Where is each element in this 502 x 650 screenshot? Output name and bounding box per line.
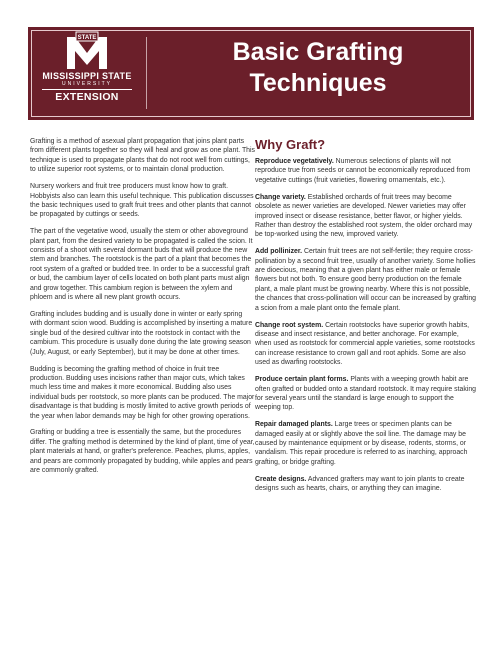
logo-divider	[42, 89, 132, 90]
reason-text: Numerous selections of plants will not reproduce true from seeds or cannot be economically reproduced from vegetative cuttings (fruit varieties, flowering ornamentals, etc.).	[255, 158, 471, 184]
university-subtitle: UNIVERSITY	[61, 81, 112, 87]
section-heading: Why Graft?	[255, 137, 326, 152]
reason-text: Large trees or specimen plants can be damaged easily at or slightly above the soil line. The damage may be caused by maintenance equipment or by disease, rodents, storms, or vandalism. This repair procedure is referred to as inarching, approach grafting, or bridge grafting.	[255, 421, 468, 466]
reason-term: Repair damaged plants.	[255, 421, 333, 429]
reason-text: Plants with a weeping growth habit are often grafted or budded onto a standard rootstock. It may require staking for several years until the standard is large enough to support the weeping top.	[255, 376, 477, 412]
reason-item	[255, 193, 477, 240]
reason-term: Reproduce vegetatively.	[255, 158, 334, 165]
reason-term: Create designs.	[255, 475, 307, 483]
body-paragraph: Grafting or budding a tree is essentially the same, but the procedures differ. The grafting method is determined by the kind of plant, time of year, plant materials at hand, or grafter's preference. Peaches, plums, apples, and pears are commonly propagated by budding, while apples and pears are commonly grafted.	[30, 429, 255, 475]
logo-state-text: STATE	[77, 35, 97, 41]
body-paragraph: Budding is becoming the grafting method of choice in fruit tree production. Budding uses incisions rather than major cuts, which takes much less time and makes it more economical. Budding also uses individual buds per rootstock, so more plants can be produced. The major disadvantage is that budding is mostly limited to active growth periods of the year when labor demands may be high for other growing operations.	[30, 365, 255, 420]
header-banner	[28, 27, 474, 120]
reason-item	[255, 247, 477, 313]
reason-term: Change root system.	[255, 321, 324, 329]
title-line-1: Basic Grafting	[232, 38, 404, 66]
page-title	[168, 37, 468, 99]
body-paragraph: Nursery workers and fruit tree producers must know how to graft. Hobbyists also can learn this useful technique. This publication discusses the basic techniques used to graft fruit trees and other plants that cannot be propagated by cuttings or seeds.	[30, 183, 254, 219]
reason-term: Add pollinizer.	[255, 248, 303, 256]
reason-term: Change variety.	[255, 193, 306, 201]
university-name: MISSISSIPPI STATE	[42, 71, 132, 81]
reason-item	[255, 375, 477, 413]
reason-item	[255, 420, 477, 467]
body-paragraph: Grafting is a method of asexual plant propagation that joins plant parts from different plants together so they will heal and grow as one plant. This technique is used to propagate plants that do not root well from cuttings, to utilize superior root systems, or to maintain clonal production.	[30, 138, 255, 174]
msu-m-logo-icon	[65, 31, 109, 71]
reason-text: Advanced grafters may want to join plants to create designs such as hearts, chairs, or anything they can imagine.	[255, 475, 465, 493]
reason-item	[255, 475, 477, 494]
left-column	[30, 137, 255, 483]
reason-text: Established orchards of fruit trees may become obsolete as newer varieties are developed. Newer varieties may offer improved insect or disease resistance, better flavor, or higher yields. Rather than destroy the established root system, the older orchard may be top-worked using the new, improved variety.	[255, 193, 473, 239]
reason-text: Certain rootstocks have superior growth habits, disease and insect resistance, and better anchorage. For example, when used as rootstock for commercial apple varieties, some rootstocks can increase resistance to crown gall and root aphids. Some are also used as dwarfing rootstocks.	[255, 321, 475, 367]
title-line-2: Techniques	[249, 69, 387, 97]
msu-extension-logo	[38, 31, 136, 115]
right-column	[255, 137, 477, 501]
body-paragraph: The part of the vegetative wood, usually the stem or other aboveground plant part, from the desired variety to be propagated is called the scion. It consists of a shoot with several dormant buds that will produce the new stem and branches. The rootstock is the part of a plant that becomes the root system of a grafted or budded tree. In order to be a successful graft or bud, the cambium layer of cells located on both plant parts must align and grow together. This cambium region is between the xylem and phloem and is where all new plant growth occurs.	[30, 228, 253, 302]
header-divider	[146, 37, 147, 109]
body-paragraph: Grafting includes budding and is usually done in winter or early spring with dormant scion wood. Budding is accomplished by inserting a mature single bud of the desired cultivar into the rootstock in contact with the cambium. This procedure is usually done during the late growing season (July, August, or early September), but it may be done at other times.	[30, 311, 253, 356]
reason-item	[255, 321, 477, 368]
reason-item	[255, 157, 477, 185]
extension-label: EXTENSION	[55, 91, 119, 103]
reason-text: Certain fruit trees are not self-fertile; they require cross-pollination by a second fruit tree, usually of another variety. Some hollies are dioecious, meaning that a given plant has either male or female flowers but not both. To ensure good berry production on the female plant, a male plant must be growing nearby. Where this is not possible, the chances that cross-pollination will occur can be increased by grafting a scion from a male plant onto the female plant.	[255, 248, 477, 312]
reason-term: Produce certain plant forms.	[255, 376, 349, 384]
